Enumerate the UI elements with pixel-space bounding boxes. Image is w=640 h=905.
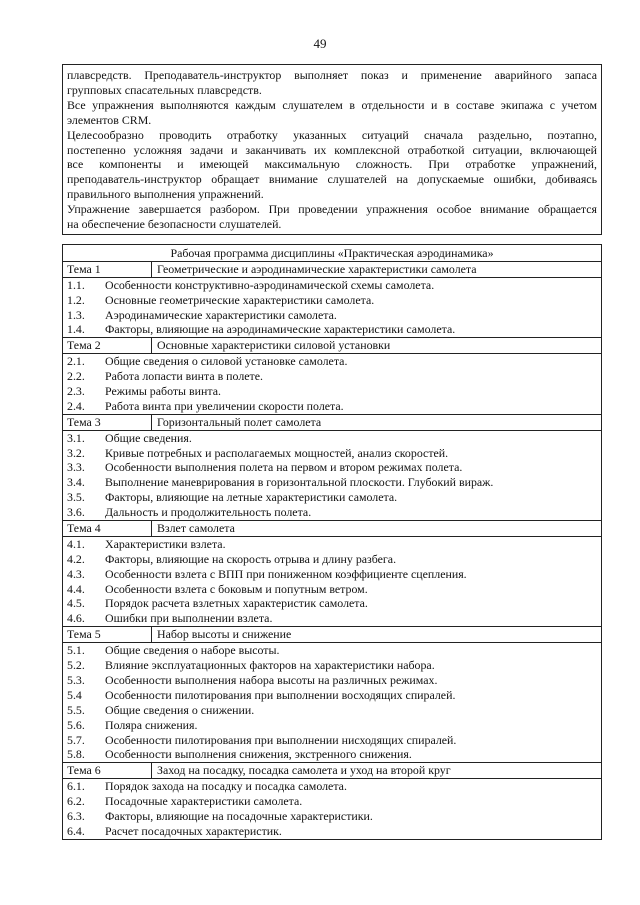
- topic-separator: [151, 627, 152, 642]
- item-number: 5.2.: [67, 658, 85, 673]
- topic-item: [63, 643, 601, 658]
- item-number: 6.2.: [67, 794, 85, 809]
- item-number: 6.3.: [67, 808, 85, 823]
- item-number: 3.4.: [67, 475, 85, 490]
- item-text: Факторы, влияющие на аэродинамические характеристики самолета.: [105, 322, 456, 337]
- item-number: 6.4.: [67, 823, 85, 838]
- topic-item: [63, 673, 601, 688]
- item-text: Расчет посадочных характеристик.: [105, 823, 282, 838]
- item-text: Общие сведения.: [105, 430, 192, 445]
- topic-row: [63, 521, 601, 537]
- topic-row: [63, 627, 601, 643]
- item-text: Выполнение маневрирования в горизонтальной плоскости. Глубокий вираж.: [105, 475, 494, 490]
- topic-item: [63, 809, 601, 824]
- item-text: Особенности выполнения полета на первом и втором режимах полета.: [105, 460, 463, 475]
- item-number: 4.2.: [67, 551, 85, 566]
- item-number: 4.5.: [67, 596, 85, 611]
- item-number: 5.7.: [67, 732, 85, 747]
- topic-label: Тема 3: [67, 414, 101, 429]
- item-text: Особенности выполнения снижения, экстренного снижения.: [105, 747, 412, 762]
- item-number: 1.2.: [67, 292, 85, 307]
- item-number: 3.6.: [67, 505, 85, 520]
- paragraph: [67, 202, 597, 232]
- topic-row: [63, 415, 601, 431]
- topic-item: [63, 369, 601, 384]
- item-text: Общие сведения о силовой установке самолета.: [105, 354, 348, 369]
- paragraph-line: на обеспечение безопасности слушателей.: [67, 217, 282, 232]
- topic-item: [63, 460, 601, 475]
- item-number: 3.2.: [67, 445, 85, 460]
- item-text: Факторы, влияющие на скорость отрыва и длину разбега.: [105, 551, 397, 566]
- paragraph-line: элементов CRM.: [67, 112, 152, 127]
- topic-list: [63, 262, 601, 839]
- topic-row: [63, 338, 601, 354]
- topic-item: [63, 354, 601, 369]
- item-text: Ошибки при выполнении взлета.: [105, 611, 273, 626]
- topic-item: [63, 552, 601, 567]
- item-number: 3.3.: [67, 460, 85, 475]
- item-text: Режимы работы винта.: [105, 384, 221, 399]
- item-number: 4.6.: [67, 611, 85, 626]
- paragraph-line: плавсредств. Преподаватель-инструктор выполняет показ и применение аварийного запаса: [67, 68, 597, 82]
- topic-name: Горизонтальный полет самолета: [157, 414, 322, 429]
- topic-item: [63, 399, 601, 415]
- topic-item: [63, 688, 601, 703]
- page-number: 49: [313, 36, 327, 51]
- topic-item: [63, 779, 601, 794]
- item-text: Дальность и продолжительность полета.: [105, 505, 312, 520]
- paragraph-line: преподаватель-инструктор обращает внимание слушателей на допускаемые ошибки, добиваясь: [67, 172, 597, 187]
- topic-row: [63, 763, 601, 779]
- topic-row: [63, 262, 601, 278]
- paragraph-line: Упражнение завершается разбором. При проведении упражнения особое внимание обращается: [67, 202, 597, 217]
- paragraph: [67, 128, 597, 203]
- item-number: 3.5.: [67, 490, 85, 505]
- topic-item: [63, 322, 601, 338]
- topic-name: Геометрические и аэродинамические характеристики самолета: [157, 261, 477, 276]
- paragraph-line: все компоненты и имеющей максимальную сложность. При отработке упражнений,: [67, 157, 597, 172]
- topic-item: [63, 718, 601, 733]
- item-number: 2.4.: [67, 398, 85, 413]
- topic-name: Основные характеристики силовой установки: [157, 338, 391, 353]
- item-text: Особенности взлета с ВПП при пониженном коэффициенте сцепления.: [105, 566, 467, 581]
- paragraph: [67, 98, 597, 128]
- topic-item: [63, 293, 601, 308]
- topic-separator: [151, 415, 152, 430]
- item-number: 5.4: [67, 687, 82, 702]
- topic-item: [63, 384, 601, 399]
- paragraph-line: групповых спасательных плавсредств.: [67, 82, 262, 97]
- topic-item: [63, 278, 601, 293]
- topic-item: [63, 747, 601, 763]
- program-title: Рабочая программа дисциплины «Практическая аэродинамика»: [63, 246, 601, 262]
- text-block: [62, 64, 602, 235]
- item-text: Факторы, влияющие на посадочные характеристики.: [105, 808, 373, 823]
- item-number: 6.1.: [67, 779, 85, 794]
- item-number: 1.4.: [67, 322, 85, 337]
- topic-item: [63, 537, 601, 552]
- topic-item: [63, 824, 601, 839]
- topic-label: Тема 2: [67, 338, 101, 353]
- topic-item: [63, 582, 601, 597]
- topic-separator: [151, 763, 152, 778]
- item-number: 4.4.: [67, 581, 85, 596]
- topic-item: [63, 446, 601, 461]
- topic-separator: [151, 338, 152, 353]
- topic-item: [63, 505, 601, 521]
- item-text: Общие сведения о наборе высоты.: [105, 643, 280, 658]
- topic-name: Заход на посадку, посадка самолета и уход на второй круг: [157, 763, 451, 778]
- item-number: 2.3.: [67, 384, 85, 399]
- topic-label: Тема 4: [67, 521, 101, 536]
- topic-separator: [151, 521, 152, 536]
- item-number: 5.8.: [67, 747, 85, 762]
- item-number: 5.5.: [67, 702, 85, 717]
- item-text: Порядок расчета взлетных характеристик самолета.: [105, 596, 368, 611]
- topic-item: [63, 611, 601, 627]
- topic-separator: [151, 262, 152, 277]
- topic-item: [63, 733, 601, 748]
- item-text: Влияние эксплуатационных факторов на характеристики набора.: [105, 658, 435, 673]
- paragraph-line: Целесообразно проводить отработку указанных ситуаций сначала раздельно, поэтапно,: [67, 127, 597, 142]
- item-text: Особенности взлета с боковым и попутным ветром.: [105, 581, 368, 596]
- topic-item: [63, 431, 601, 446]
- item-number: 5.3.: [67, 672, 85, 687]
- item-number: 2.2.: [67, 369, 85, 384]
- item-number: 4.1.: [67, 536, 85, 551]
- topic-item: [63, 490, 601, 505]
- item-text: Поляра снижения.: [105, 717, 198, 732]
- item-number: 1.3.: [67, 307, 85, 322]
- topic-item: [63, 475, 601, 490]
- topic-name: Набор высоты и снижение: [157, 627, 292, 642]
- item-text: Работа винта при увеличении скорости полета.: [105, 398, 344, 413]
- item-text: Работа лопасти винта в полете.: [105, 369, 263, 384]
- paragraph-line: правильного выполнения упражнений.: [67, 187, 264, 202]
- item-text: Особенности конструктивно-аэродинамической схемы самолета.: [105, 277, 435, 292]
- item-text: Характеристики взлета.: [105, 536, 226, 551]
- topic-item: [63, 794, 601, 809]
- item-number: 3.1.: [67, 430, 85, 445]
- item-text: Посадочные характеристики самолета.: [105, 794, 303, 809]
- topic-item: [63, 658, 601, 673]
- topic-label: Тема 6: [67, 763, 101, 778]
- item-text: Особенности выполнения набора высоты на различных режимах.: [105, 672, 438, 687]
- topic-item: [63, 308, 601, 323]
- topic-item: [63, 703, 601, 718]
- item-text: Основные геометрические характеристики самолета.: [105, 292, 375, 307]
- item-text: Особенности пилотирования при выполнении нисходящих спиралей.: [105, 732, 457, 747]
- topic-item: [63, 596, 601, 611]
- item-number: 5.1.: [67, 643, 85, 658]
- item-text: Особенности пилотирования при выполнении восходящих спиралей.: [105, 687, 456, 702]
- item-number: 1.1.: [67, 277, 85, 292]
- paragraph-line: Все упражнения выполняются каждым слушателем в отдельности и в составе экипажа с учетом: [67, 97, 597, 112]
- topic-label: Тема 1: [67, 261, 101, 276]
- item-number: 2.1.: [67, 354, 85, 369]
- item-number: 5.6.: [67, 717, 85, 732]
- item-text: Порядок захода на посадку и посадка самолета.: [105, 779, 347, 794]
- paragraph-line: постепенно усложняя задачи и заканчивать их комплексной отработкой ситуации, включающей: [67, 142, 597, 157]
- topic-item: [63, 567, 601, 582]
- item-text: Кривые потребных и располагаемых мощностей, анализ скоростей.: [105, 445, 449, 460]
- topic-label: Тема 5: [67, 627, 101, 642]
- paragraph-list: [67, 68, 597, 232]
- item-number: 4.3.: [67, 566, 85, 581]
- item-text: Аэродинамические характеристики самолета.: [105, 307, 337, 322]
- topic-name: Взлет самолета: [157, 521, 235, 536]
- program-table: [62, 244, 602, 840]
- item-text: Факторы, влияющие на летные характеристики самолета.: [105, 490, 398, 505]
- item-text: Общие сведения о снижении.: [105, 702, 255, 717]
- paragraph: [67, 68, 597, 98]
